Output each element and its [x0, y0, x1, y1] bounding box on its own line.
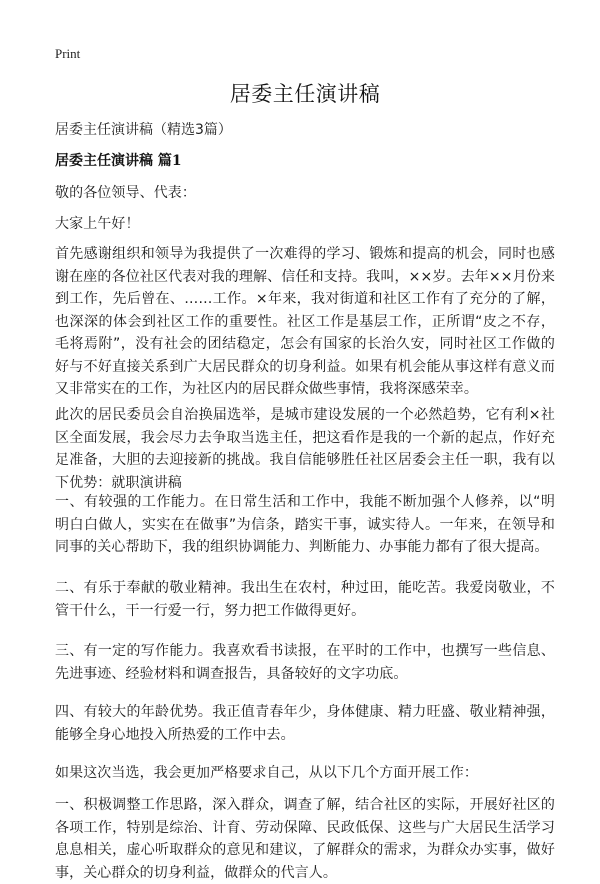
section-heading: 居委主任演讲稿 篇1	[55, 153, 182, 169]
paragraph-advantage-2: 二、有乐于奉献的敬业精神。我出生在农村，种过田，能吃苦。我爱岗敬业，不管干什么，干一行爱一行，努力把工作做得更好。	[55, 580, 555, 619]
paragraph-greeting: 大家上午好！	[55, 216, 140, 232]
document-title: 居委主任演讲稿	[229, 82, 381, 106]
paragraph-plan-1: 一、积极调整工作思路，深入群众，调查了解，结合社区的实际，开展好社区的各项工作，特别是综治、计育、劳动保障、民政低保、这些与广大居民生活学习息息相关，虚心听取群众的意见和建议，了解群众的需求，为群众办实事，做好事，关心群众的切身利益，做群众的代言人。	[55, 797, 555, 881]
paragraph-advantage-3: 三、有一定的写作能力。我喜欢看书读报，在平时的工作中，也撰写一些信息、先进事迹、经验材料和调查报告，具备较好的文字功底。	[55, 643, 555, 682]
paragraph-advantage-4: 四、有较大的年龄优势。我正值青春年少，身体健康、精力旺盛、敬业精神强，能够全身心地投入所热爱的工作中去。	[55, 704, 555, 743]
paragraph-election: 此次的居民委员会自治换届选举，是城市建设发展的一个必然趋势，它有利×社区全面发展，我会尽力去争取当选主任，把这看作是我的一个新的起点，作好充足准备，大胆的去迎接新的挑战。我自信能够胜任社区居委会主任一职，我有以下优势：就职演讲稿	[55, 407, 555, 491]
document-subtitle: 居委主任演讲稿（精选3篇）	[55, 122, 232, 138]
paragraph-intro: 首先感谢组织和领导为我提供了一次难得的学习、锻炼和提高的机会，同时也感谢在座的各位社区代表对我的理解、信任和支持。我叫，××岁。去年××月份来到工作，先后曾在、……工作。×年来，我对街道和社区工作有了充分的了解，也深深的体会到社区工作的重要性。社区工作是基层工作，正所谓“皮之不存，毛将焉附”，没有社会的团结稳定，怎会有国家的长治久安，同时社区工作做的好与不好直接关系到广大居民群众的切身利益。如果有机会能从事这样有意义而又非常实在的工作，为社区内的居民群众做些事情，我将深感荣幸。	[55, 246, 555, 397]
print-label[interactable]: Print	[55, 46, 81, 61]
paragraph-advantage-1: 一、有较强的工作能力。在日常生活和工作中，我能不断加强个人修养，以“明明白白做人，实实在在做事”为信条，踏实干事，诚实待人。一年来，在领导和同事的关心帮助下，我的组织协调能力、判断能力、办事能力都有了很大提高。	[55, 494, 555, 555]
paragraph-salutation: 敬的各位领导、代表：	[55, 185, 196, 201]
paragraph-plan-intro: 如果这次当选，我会更加严格要求自己，从以下几个方面开展工作：	[55, 765, 478, 781]
